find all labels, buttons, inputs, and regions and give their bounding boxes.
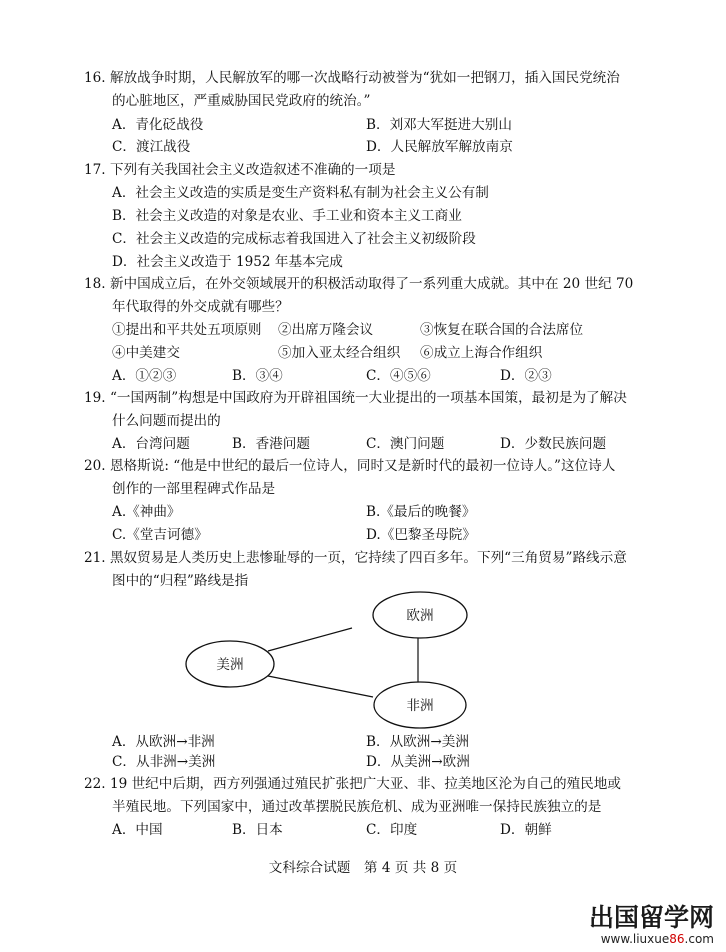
q22-option-a: A．中国 xyxy=(112,822,163,838)
watermark-brand: 出国留学网 xyxy=(588,903,714,932)
europe-label: 欧洲 xyxy=(406,608,434,624)
q20-option-d: D.《巴黎圣母院》 xyxy=(366,527,476,543)
q18-option-b: B．③④ xyxy=(232,368,283,384)
q21-option-c: C．从非洲→美洲 xyxy=(112,754,216,770)
q18-item-2: ②出席万隆会议 xyxy=(278,322,374,338)
q18-item-5: ⑤加入亚太经合组织 xyxy=(278,345,401,361)
q22-stem-line1: 22. 19 世纪中后期，西方列强通过殖民扩张把广大亚、非、拉美地区沦为自己的殖民地或 xyxy=(84,776,621,792)
q19-option-b: B．香港问题 xyxy=(232,436,310,452)
line-america-europe xyxy=(268,628,352,651)
q18-option-d: D．②③ xyxy=(500,368,552,384)
q20-option-b: B.《最后的晚餐》 xyxy=(366,504,476,520)
q22-option-b: B．日本 xyxy=(232,822,283,838)
q18-item-1: ①提出和平共处五项原则 xyxy=(112,322,262,338)
q18-item-6: ⑥成立上海合作组织 xyxy=(420,345,543,361)
q17-option-d: D．社会主义改造于 1952 年基本完成 xyxy=(112,254,343,270)
america-label: 美洲 xyxy=(216,657,244,673)
q19-option-a: A．台湾问题 xyxy=(112,436,190,452)
q20-option-a: A.《神曲》 xyxy=(112,504,181,520)
q18-stem-line1: 18. 新中国成立后，在外交领域展开的积极活动取得了一系列重大成就。其中在 20 世纪 70 xyxy=(84,276,634,292)
q21-stem-line2: 图中的“归程”路线是指 xyxy=(112,573,249,589)
q19-option-d: D．少数民族问题 xyxy=(500,436,607,452)
q22-stem-line2: 半殖民地。下列国家中，通过改革摆脱民族危机、成为亚洲唯一保持民族独立的是 xyxy=(112,799,602,815)
q16-option-a: A．青化砭战役 xyxy=(112,117,204,133)
q17-stem: 17. 下列有关我国社会主义改造叙述不准确的一项是 xyxy=(84,162,396,178)
q18-item-3: ③恢复在联合国的合法席位 xyxy=(420,322,584,338)
q16-option-c: C．渡江战役 xyxy=(112,139,191,155)
q16-option-d: D．人民解放军解放南京 xyxy=(366,139,513,155)
q20-stem-line2: 创作的一部里程碑式作品是 xyxy=(112,481,276,497)
watermark-url: www.liuxue86.com xyxy=(600,932,714,946)
q19-option-c: C．澳门问题 xyxy=(366,436,445,452)
q16-option-b: B．刘邓大军挺进大别山 xyxy=(366,117,512,133)
q16-stem-line2: 的心脏地区，严重威胁国民党政府的统治。” xyxy=(112,93,371,109)
africa-label: 非洲 xyxy=(406,698,434,714)
q18-stem-line2: 年代取得的外交成就有哪些？ xyxy=(112,299,289,315)
q19-stem-line2: 什么问题而提出的 xyxy=(112,413,221,429)
q22-option-d: D．朝鲜 xyxy=(500,822,552,838)
page-footer: 文科综合试题 第 4 页 共 8 页 xyxy=(268,860,458,876)
q17-option-c: C．社会主义改造的完成标志着我国进入了社会主义初级阶段 xyxy=(112,231,476,247)
q18-option-c: C．④⑤⑥ xyxy=(366,368,431,384)
q20-stem-line1: 20. 恩格斯说: “他是中世纪的最后一位诗人，同时又是新时代的最初一位诗人。”这位诗人 xyxy=(84,458,616,474)
q21-stem-line1: 21. 黑奴贸易是人类历史上悲惨耻辱的一页，它持续了四百多年。下列“三角贸易”路线示意 xyxy=(84,550,627,566)
q20-option-c: C.《堂吉诃德》 xyxy=(112,527,208,543)
q21-option-b: B．从欧洲→美洲 xyxy=(366,734,469,750)
q17-option-a: A．社会主义改造的实质是变生产资料私有制为社会主义公有制 xyxy=(112,185,489,201)
q16-stem-line1: 16. 解放战争时期，人民解放军的哪一次战略行动被誉为“犹如一把钢刀，插入国民党统治 xyxy=(84,70,620,86)
site-watermark xyxy=(589,904,714,946)
q21-option-d: D．从美洲→欧洲 xyxy=(366,754,470,770)
q22-option-c: C．印度 xyxy=(366,822,418,838)
q18-option-a: A．①②③ xyxy=(112,368,177,384)
line-america-africa xyxy=(268,676,373,697)
q17-option-b: B．社会主义改造的对象是农业、手工业和资本主义工商业 xyxy=(112,208,462,224)
q18-item-4: ④中美建交 xyxy=(112,345,180,361)
q19-stem-line1: 19. “一国两制”构想是中国政府为开辟祖国统一大业提出的一项基本国策，最初是为了解决 xyxy=(84,390,627,406)
q21-option-a: A．从欧洲→非洲 xyxy=(112,734,215,750)
